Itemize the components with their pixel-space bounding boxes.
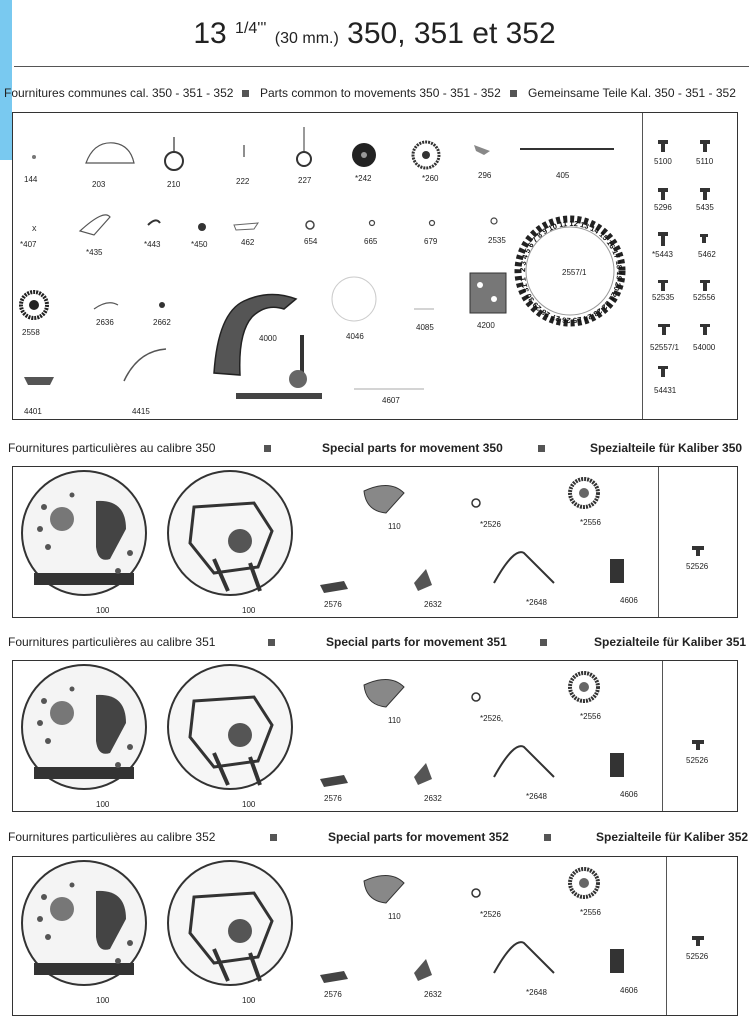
section-352-en: Special parts for movement 352 xyxy=(328,830,509,844)
section-common-en: Parts common to movements 350 - 351 - 352 xyxy=(260,86,501,100)
screw-label: *5443 xyxy=(652,250,673,259)
screw-label: 52535 xyxy=(652,293,675,302)
part-296-drawing xyxy=(474,145,490,155)
part-label: *2556 xyxy=(580,712,601,721)
part-label: *2526 xyxy=(480,520,501,529)
part-2662-drawing xyxy=(159,302,165,308)
part-label: 210 xyxy=(167,180,181,189)
part-label: 4607 xyxy=(382,396,400,405)
part-label: 654 xyxy=(304,237,318,246)
title-calibers: 350, 351 et 352 xyxy=(347,17,556,50)
part-label: 462 xyxy=(241,238,255,247)
part-443-drawing xyxy=(148,220,160,225)
part-450-drawing xyxy=(198,223,206,231)
part-label: 4606 xyxy=(620,986,638,995)
part-label: 2576 xyxy=(324,600,342,609)
part-label: *2648 xyxy=(526,988,547,997)
part-label: *443 xyxy=(144,240,161,249)
special-parts-drawing xyxy=(14,467,654,615)
part-label: 2576 xyxy=(324,794,342,803)
part-4200-drawing xyxy=(470,273,506,313)
screw-column-divider xyxy=(658,467,659,617)
part-679-drawing xyxy=(430,221,435,226)
part-label: 2558 xyxy=(22,328,40,337)
title-size: (30 mm.) xyxy=(274,30,339,47)
part-label: 110 xyxy=(388,716,401,725)
separator-square xyxy=(540,639,547,646)
part-label: 4415 xyxy=(132,407,150,416)
part-4415-drawing xyxy=(124,349,166,381)
part-label: 203 xyxy=(92,180,106,189)
screw-label: 52526 xyxy=(686,562,709,571)
screw-column-divider xyxy=(642,113,643,419)
section-351-de: Spezialteile für Kaliber 351 xyxy=(594,635,747,649)
part-label: 4000 xyxy=(259,334,277,343)
screw-52526-stem xyxy=(696,744,700,750)
part-4401-drawing xyxy=(24,377,54,385)
part-462-drawing xyxy=(234,223,258,230)
part-144-drawing xyxy=(32,155,36,159)
screw-column-divider xyxy=(666,857,667,1015)
part-label: 2576 xyxy=(324,990,342,999)
part-label: *2556 xyxy=(580,518,601,527)
part-label: 100 xyxy=(96,996,110,1005)
section-351-fr: Fournitures particulières au calibre 351 xyxy=(8,635,216,649)
part-label: 2632 xyxy=(424,990,442,999)
section-350-de: Spezialteile für Kaliber 350 xyxy=(590,441,743,455)
part-label: *2556 xyxy=(580,908,601,917)
part-665-drawing xyxy=(370,221,375,226)
date-ring-text: 2 3 4 5 6 7 8 9 10 11 12 13 14 15 16 17 18 19 20 21 22 23 24 25 26 27 28 29 30 31 1 xyxy=(517,218,625,326)
part-label: 4606 xyxy=(620,790,638,799)
screw-label: 52526 xyxy=(686,952,709,961)
part-label: 100 xyxy=(96,606,110,615)
section-352-fr: Fournitures particulières au calibre 352 xyxy=(8,830,216,844)
part-label: *435 xyxy=(86,248,103,257)
screw-label: 52557/1 xyxy=(650,343,679,352)
part-label: *407 xyxy=(20,240,37,249)
separator-square xyxy=(510,90,517,97)
part-label: 4401 xyxy=(24,407,42,416)
separator-square xyxy=(242,90,249,97)
title-rule xyxy=(14,66,749,67)
part-435-drawing xyxy=(80,215,110,235)
part-label: 4085 xyxy=(416,323,434,332)
part-label: 405 xyxy=(556,171,570,180)
screw-label: 5296 xyxy=(654,203,672,212)
part-label: *2648 xyxy=(526,598,547,607)
section-common-header xyxy=(4,86,749,104)
part-label: 2535 xyxy=(488,236,506,245)
title-fraction: 1/4''' xyxy=(235,20,267,37)
screw-52526-stem xyxy=(696,940,700,946)
svg-text:2 3 4 5 6 7 8 9 10 11 12 13 14 xyxy=(518,219,624,325)
section-350-en: Special parts for movement 350 xyxy=(322,441,503,455)
part-label: 110 xyxy=(388,912,401,921)
section-common-fr: Fournitures communes cal. 350 - 351 - 352 xyxy=(4,86,234,100)
part-label: 4046 xyxy=(346,332,364,341)
screw-label: 54431 xyxy=(654,386,677,395)
screw-label: 5435 xyxy=(696,203,714,212)
part-label: 665 xyxy=(364,237,378,246)
screw-label: 52556 xyxy=(693,293,716,302)
part-label: *2526 xyxy=(480,910,501,919)
section-350-header xyxy=(4,441,749,459)
part-label: 2632 xyxy=(424,600,442,609)
title-prefix: 13 xyxy=(193,17,227,50)
screw-label: 5462 xyxy=(698,250,716,259)
screw-label: 5110 xyxy=(696,157,714,166)
part-label: 2636 xyxy=(96,318,114,327)
part-label: 222 xyxy=(236,177,250,186)
screw-label: 5100 xyxy=(654,157,672,166)
part-label: *450 xyxy=(191,240,208,249)
screw-column-divider xyxy=(662,661,663,811)
part-label: *2526, xyxy=(480,714,504,723)
part-label: 4200 xyxy=(477,321,495,330)
part-label: *260 xyxy=(422,174,439,183)
screw-52526-stem xyxy=(696,550,700,556)
page-title xyxy=(0,0,749,64)
special-parts-drawing xyxy=(14,661,654,809)
part-4046-drawing xyxy=(332,277,376,321)
separator-square xyxy=(268,639,275,646)
section-350-fr: Fournitures particulières au calibre 350 xyxy=(8,441,216,455)
part-label: 296 xyxy=(478,171,492,180)
part-label: *2648 xyxy=(526,792,547,801)
separator-square xyxy=(544,834,551,841)
section-352-de: Spezialteile für Kaliber 352 xyxy=(596,830,749,844)
part-label: 2557/1 xyxy=(562,268,587,277)
special-parts-drawing xyxy=(14,857,654,1005)
part-label: 2632 xyxy=(424,794,442,803)
part-2636-drawing xyxy=(94,303,118,309)
part-203-drawing xyxy=(86,143,134,163)
part-label: 679 xyxy=(424,237,438,246)
part-227-drawing xyxy=(297,152,311,166)
part-label: 100 xyxy=(96,800,110,809)
part-210-drawing xyxy=(165,152,183,170)
separator-square xyxy=(270,834,277,841)
part-label: 100 xyxy=(242,996,256,1005)
part-label: 100 xyxy=(242,606,256,615)
part-4000-drawing xyxy=(214,294,296,375)
part-2535-drawing xyxy=(491,218,497,224)
part-label: 227 xyxy=(298,176,312,185)
section-351-header xyxy=(4,635,749,653)
separator-square xyxy=(538,445,545,452)
section-common-de: Gemeinsame Teile Kal. 350 - 351 - 352 xyxy=(528,86,736,100)
separator-square xyxy=(264,445,271,452)
part-label: 100 xyxy=(242,800,256,809)
date-ring-digits xyxy=(516,217,626,327)
section-351-en: Special parts for movement 351 xyxy=(326,635,507,649)
part-label: 144 xyxy=(24,175,38,184)
part-label: 4606 xyxy=(620,596,638,605)
screw-label: 54000 xyxy=(693,343,716,352)
section-352-header xyxy=(4,830,749,848)
part-label: 110 xyxy=(388,522,401,531)
svg-text:x: x xyxy=(32,223,37,233)
part-label: *242 xyxy=(355,174,372,183)
part-654-drawing xyxy=(306,221,314,229)
part-label: 2662 xyxy=(153,318,171,327)
screw-label: 52526 xyxy=(686,756,709,765)
